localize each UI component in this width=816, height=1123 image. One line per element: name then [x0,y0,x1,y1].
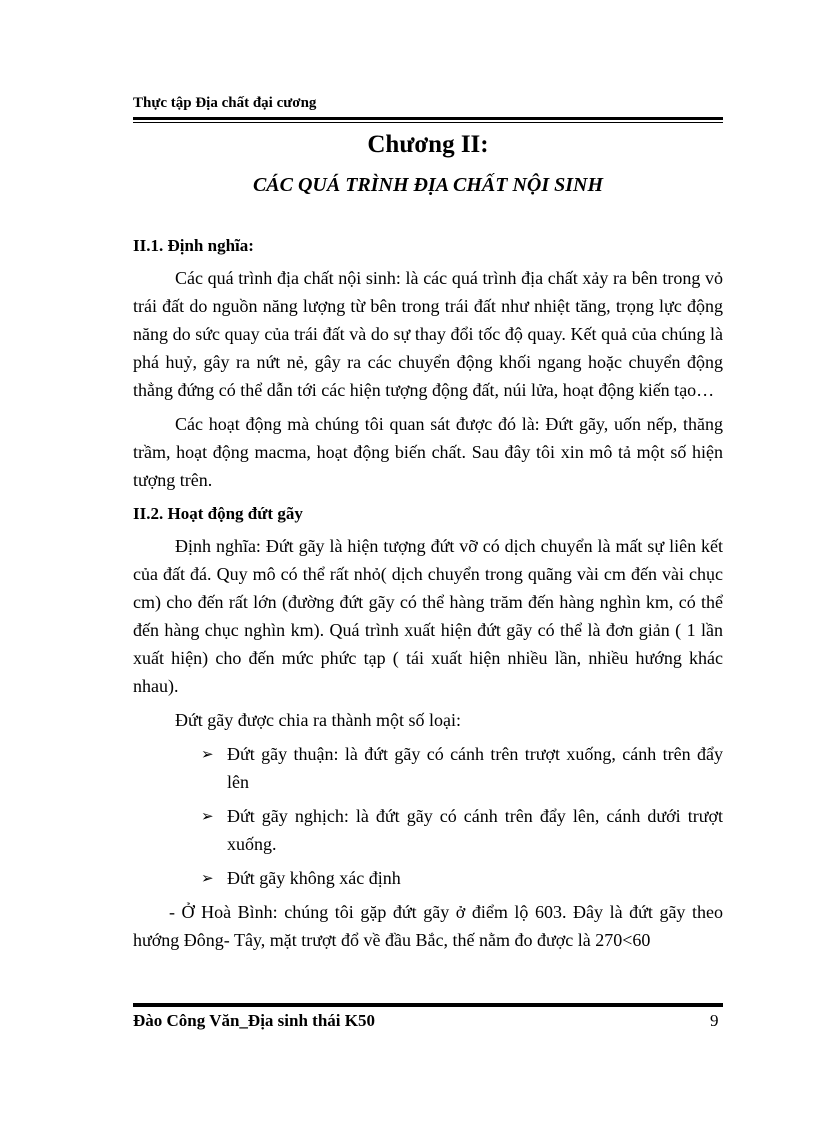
arrow-bullet-icon: ➢ [201,869,214,887]
paragraph: - Ở Hoà Bình: chúng tôi gặp đứt gãy ở điểm lộ 603. Đây là đứt gãy theo hướng Đông- Tây, mặt trượt đổ về đầu Bắc, thế nằm đo được là 270<60 [133,902,723,950]
section-heading-definition: II.1. Định nghĩa: [133,236,254,255]
header-rule [133,117,723,120]
page-number: 9 [710,1011,719,1030]
section-heading-faulting: II.2. Hoạt động đứt gãy [133,504,303,523]
paragraph: Định nghĩa: Đứt gãy là hiện tượng đứt vỡ có dịch chuyển là mất sự liên kết của đất đá. Quy mô có thể rất nhỏ( dịch chuyển trong quãng vài cm đến vài chục cm) cho đến rất lớn (đường đứt gãy có thể hàng trăm đến hàng nghìn km, có thể đến hàng chục nghìn km). Quá trình xuất hiện đứt gãy có thể là đơn giản ( 1 lần xuất hiện) cho đến mức phức tạp ( tái xuất hiện nhiều lần, nhiều hướng khác nhau). [133,536,723,696]
list-item [133,802,723,858]
paragraph: Các hoạt động mà chúng tôi quan sát được đó là: Đứt gãy, uốn nếp, thăng trầm, hoạt động macma, hoạt động biến chất. Sau đây tôi xin mô tả một số hiện tượng trên. [133,414,723,490]
list-item-text: Đứt gãy nghịch: là đứt gãy có cánh trên đẩy lên, cánh dưới trượt xuống. [227,806,723,854]
running-header: Thực tập Địa chất đại cương [133,95,317,111]
document-body [133,232,723,954]
footer-rule [133,1003,723,1007]
chapter-title: Chương II: [367,131,489,158]
arrow-bullet-icon: ➢ [201,745,214,763]
list-item-text: Đứt gãy không xác định [227,868,401,888]
list-item-text: Đứt gãy thuận: là đứt gãy có cánh trên trượt xuống, cánh trên đẩy lên [227,744,723,792]
arrow-bullet-icon: ➢ [201,807,214,825]
chapter-subtitle: CÁC QUÁ TRÌNH ĐỊA CHẤT NỘI SINH [252,174,604,196]
list-item [133,740,723,796]
paragraph: Các quá trình địa chất nội sinh: là các quá trình địa chất xảy ra bên trong vỏ trái đất do nguồn năng lượng từ bên trong trái đất như nhiệt tăng, trọng lực động năng do sức quay của trái đất và do sự thay đổi tốc độ quay. Kết quả của chúng là phá huỷ, gây ra nứt nẻ, gây ra các chuyển động khối ngang hoặc chuyển động thẳng đứng có thể dẫn tới các hiện tượng động đất, núi lửa, hoạt động kiến tạo… [133,268,723,400]
list-item [133,864,723,892]
header-rule-thin [133,122,723,123]
paragraph: Đứt gãy được chia ra thành một số loại: [175,710,461,730]
footer-author: Đào Công Văn_Địa sinh thái K50 [133,1011,375,1030]
